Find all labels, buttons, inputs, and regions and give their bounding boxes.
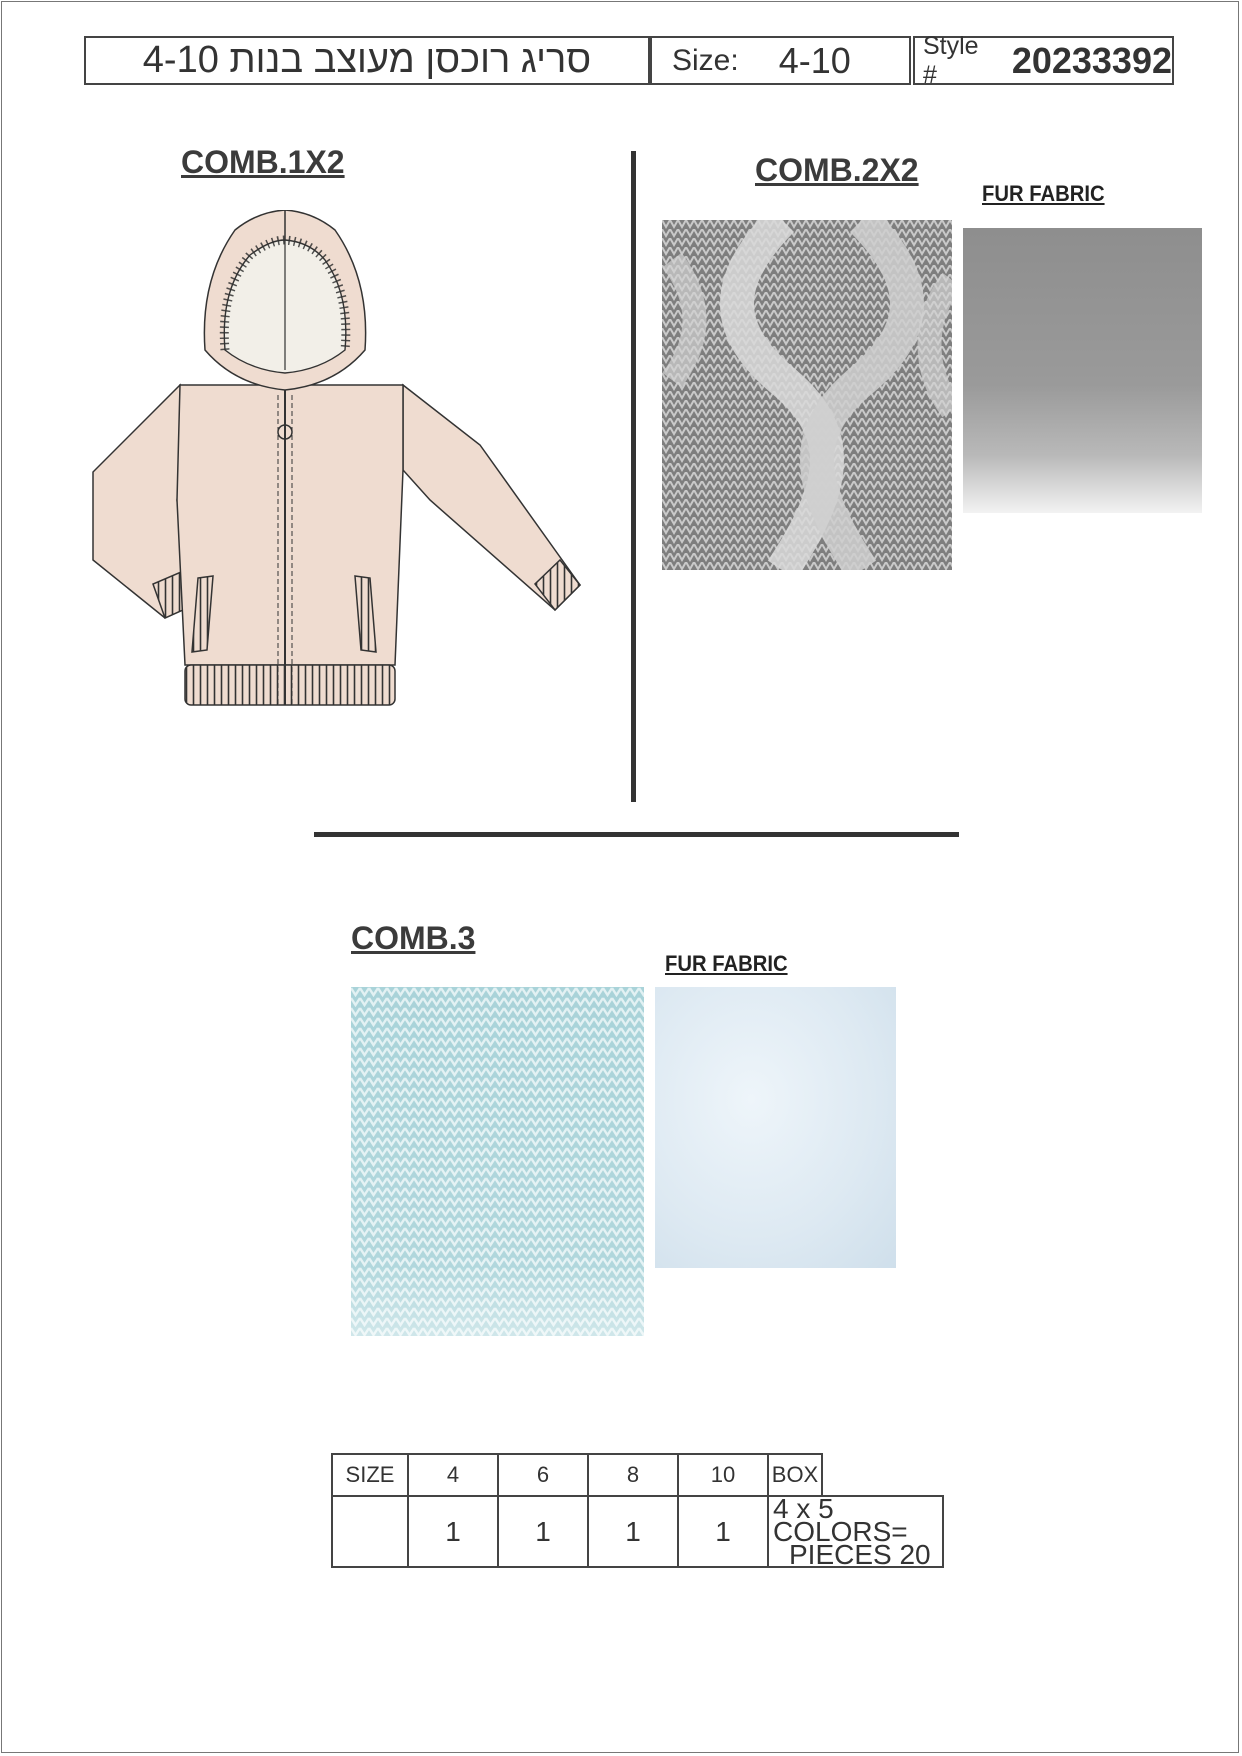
comb2-title: COMB.2X2	[755, 152, 919, 188]
product-name-box	[84, 36, 650, 85]
size-4-header: 4	[408, 1454, 498, 1496]
size-header-label: SIZE	[332, 1454, 408, 1496]
qty-size-4: 1	[408, 1496, 498, 1567]
size-value: 4-10	[778, 39, 851, 81]
quantity-row-label	[332, 1496, 408, 1567]
hoodie-sketch	[85, 210, 630, 720]
size-header-row	[332, 1454, 943, 1496]
quantity-row	[332, 1496, 943, 1567]
style-box	[913, 31, 1174, 89]
comb2-knit-swatch	[662, 220, 952, 570]
size-quantity-table	[331, 1453, 944, 1568]
box-header: BOX	[768, 1454, 822, 1496]
qty-size-10: 1	[678, 1496, 768, 1567]
comb3-fur-swatch	[655, 987, 896, 1268]
size-10-header: 10	[678, 1454, 768, 1496]
size-box	[650, 36, 911, 85]
horizontal-divider	[314, 832, 959, 837]
size-6-header: 6	[498, 1454, 588, 1496]
product-name: סריג רוכסן מעוצב בנות 4-10	[142, 39, 592, 81]
vertical-divider	[631, 151, 636, 802]
qty-size-8: 1	[588, 1496, 678, 1567]
comb2-fur-swatch	[963, 228, 1202, 513]
box-note-line2: PIECES 20	[789, 1539, 931, 1570]
box-note-line1: 4 x 5 COLORS=	[773, 1493, 908, 1547]
size-label: Size:	[672, 43, 739, 77]
comb1-title: COMB.1X2	[181, 144, 345, 180]
comb3-title: COMB.3	[351, 920, 476, 956]
comb3-knit-swatch	[351, 987, 644, 1336]
comb2-fur-label: FUR FABRIC	[982, 181, 1105, 206]
size-8-header: 8	[588, 1454, 678, 1496]
style-label: Style #	[923, 31, 979, 89]
comb3-fur-label: FUR FABRIC	[665, 951, 788, 976]
qty-size-6: 1	[498, 1496, 588, 1567]
box-note	[768, 1493, 943, 1570]
style-number: 20233392	[1011, 39, 1172, 81]
